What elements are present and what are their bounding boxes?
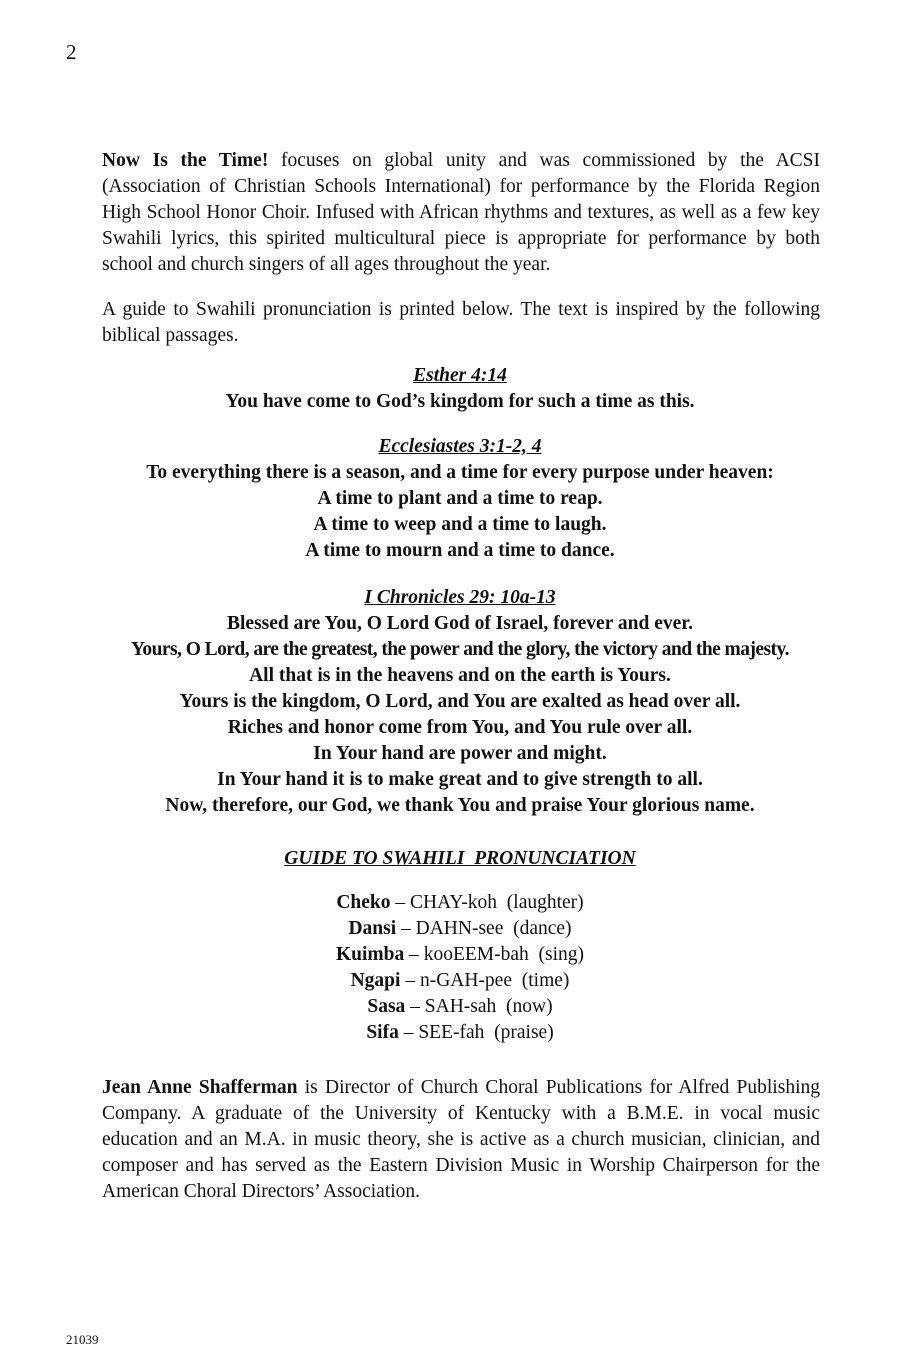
intro-text: focuses on global unity and was commissioned by the ACSI (Association of Christian Schools International) for performance by the Florida Region High School Honor Choir. Infused with African rhythms and textures, as well as a few key Swahili lyrics, this spirited multicultural piece is appropriate for performance by both school and church singers of all ages throughout the year. [102,150,821,275]
guide-note-paragraph [102,297,820,349]
passage-line: A time to mourn and a time to dance. [305,540,615,561]
pronunciation-entry [60,1020,860,1046]
passage-line: To everything there is a season, and a time for every purpose under heaven: [146,462,774,483]
pronunciation-text: – SAH-sah (now) [405,996,553,1017]
passage-reference: Esther 4:14 [413,365,507,386]
piece-title: Now Is the Time! [102,150,269,171]
swahili-word: Kuimba [335,944,405,965]
passage-chronicles [60,585,860,819]
passage-reference: Ecclesiastes 3:1-2, 4 [378,436,542,457]
pronunciation-entry [60,890,860,916]
passage-line: In Your hand it is to make great and to give strength to all. [217,769,703,790]
swahili-word: Sifa [366,1022,399,1043]
swahili-word: Sasa [367,996,406,1017]
swahili-word: Cheko [336,892,391,913]
passage-line: A time to plant and a time to reap. [317,488,603,509]
pronunciation-entry [60,916,860,942]
pronunciation-list [60,890,860,1046]
passage-line: Now, therefore, our God, we thank You and praise Your glorious name. [165,795,755,816]
passage-line: You have come to God’s kingdom for such a time as this. [225,391,695,412]
passage-line: Blessed are You, O Lord God of Israel, forever and ever. [227,613,693,634]
pronunciation-text: – CHAY-koh (laughter) [390,892,584,913]
author-name: Jean Anne Shafferman [102,1077,298,1098]
swahili-word: Dansi [348,918,397,939]
pronunciation-guide [60,846,860,1046]
passage-line: Yours, O Lord, are the greatest, the power and the glory, the victory and the majesty. [131,639,789,660]
author-bio-paragraph [102,1075,820,1205]
passage-esther [60,363,860,415]
swahili-word: Ngapi [350,970,401,991]
guide-title: GUIDE TO SWAHILI PRONUNCIATION [284,848,636,869]
intro-paragraph [102,148,820,278]
passage-line: A time to weep and a time to laugh. [313,514,607,535]
pronunciation-text: – kooEEM-bah (sing) [404,944,585,965]
pronunciation-text: – n-GAH-pee (time) [400,970,570,991]
pronunciation-entry [60,968,860,994]
pronunciation-entry [60,994,860,1020]
bio-text: is Director of Church Choral Publications for Alfred Publishing Company. A graduate of the University of Kentucky with a B.M.E. in vocal music education and an M.A. in music theory, she is active as a church musician, clinician, and composer and has served as the Eastern Division Music in Worship Chairperson for the American Choral Directors’ Association. [102,1077,820,1202]
catalog-number: 21039 [66,1332,99,1347]
pronunciation-text: – SEE-fah (praise) [398,1022,554,1043]
passage-line: All that is in the heavens and on the earth is Yours. [249,665,671,686]
passage-ecclesiastes [60,434,860,564]
passage-reference: I Chronicles 29: 10a-13 [364,587,556,608]
passage-line: In Your hand are power and might. [313,743,607,764]
guide-note-text: A guide to Swahili pronunciation is printed below. The text is inspired by the following biblical passages. [102,299,820,346]
pronunciation-entry [60,942,860,968]
passage-line: Riches and honor come from You, and You rule over all. [227,717,693,738]
pronunciation-text: – DAHN-see (dance) [396,918,572,939]
passage-line: Yours is the kingdom, O Lord, and You are exalted as head over all. [179,691,741,712]
page-number: 2 [66,40,77,64]
